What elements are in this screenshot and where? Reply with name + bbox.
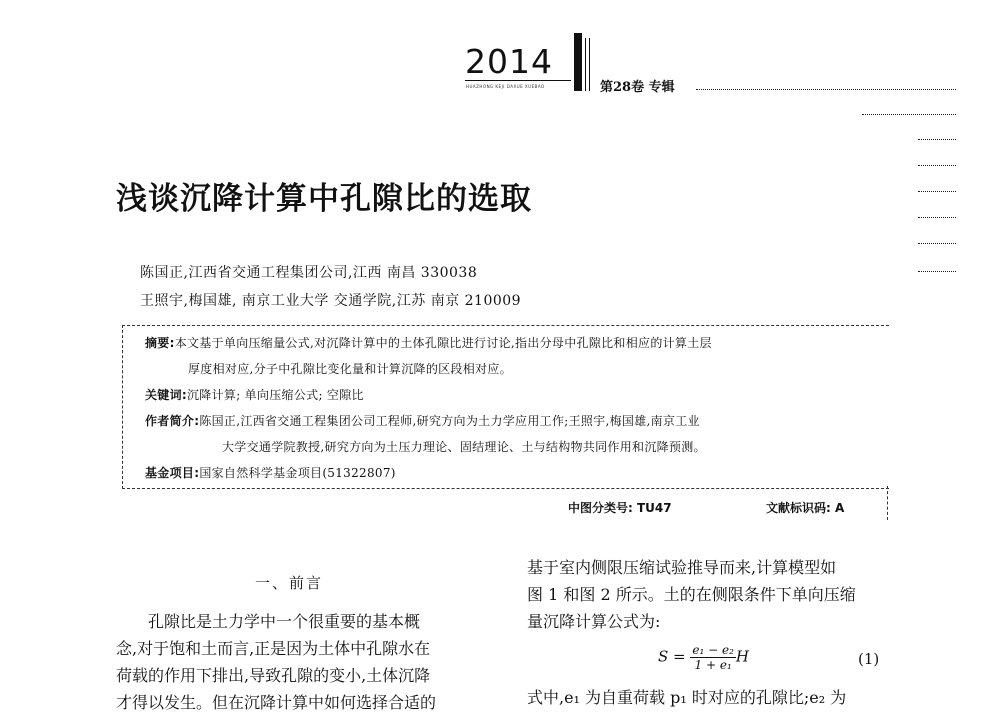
equation-denominator: 1 + e₁ [694,658,732,672]
abstract-line-1 [145,334,712,351]
decor-dotted-line [918,165,956,166]
bio-text-1: 陈国正,江西省交通工程集团公司工程师,研究方向为土力学应用工作;王照宇,梅国雄,南京工业 [199,414,700,428]
paper-title: 浅谈沉降计算中孔隙比的选取 [116,181,532,217]
author-line-2: 王照宇,梅国雄, 南京工业大学 交通学院,江苏 南京 210009 [140,293,522,309]
keywords-text: 沉降计算; 单向压缩公式; 空隙比 [187,388,364,402]
doc-code-label: 文献标识码: [766,501,831,515]
body-left-line-4: 才得以发生。但在沉降计算中如何选择合适的 [116,693,437,712]
decor-dotted-line [918,191,956,192]
fund-text: 国家自然科学基金项目(51322807) [199,466,396,480]
equation-fraction [690,643,736,672]
header-dotted-rule [696,89,956,90]
body-right-line-2: 图 1 和图 2 所示。土的在侧限条件下单向压缩 [527,585,856,604]
equation-lhs: S = [658,647,686,666]
doc-code-value: A [835,501,845,515]
header-thin-bar-2 [589,38,590,91]
decor-dotted-line [862,114,956,115]
bio-line-1 [145,412,700,429]
abstract-text-2: 厚度相对应,分子中孔隙比变化量和计算沉降的区段相对应。 [188,362,512,376]
body-right-after-equation: 式中,e₁ 为自重荷载 p₁ 时对应的孔隙比;e₂ 为 [527,688,847,707]
decor-dotted-line [918,243,956,244]
body-right-line-3: 量沉降计算公式为: [527,612,661,631]
abstract-text-1: 本文基于单向压缩量公式,对沉降计算中的土体孔隙比进行讨论,指出分母中孔隙比和相应的计算土层 [174,336,712,350]
keywords-line [145,386,364,403]
decor-dotted-line [918,217,956,218]
header-thin-bar [585,38,586,91]
clc-value: TU47 [637,501,672,515]
document-code [766,499,844,516]
fund-line [145,464,396,481]
body-left-line-1: 孔隙比是土力学中一个很重要的基本概 [148,612,421,631]
journal-name-pinyin: HUAZHONG KEJI DAXUE XUEBAO [466,84,545,89]
year-underline [465,80,571,81]
journal-year: 2014 [465,42,553,81]
decor-dotted-line [918,271,956,272]
equation-number: (1) [858,650,880,668]
section-heading: 一、前言 [255,574,324,592]
equation-rhs: H [735,647,750,666]
bio-text-2: 大学交通学院教授,研究方向为土压力理论、固结理论、土与结构物共同作用和沉降预测。 [222,440,706,454]
header-thick-bar [574,33,582,91]
equation-numerator: e₁ − e₂ [692,643,734,657]
body-right-line-1: 基于室内侧限压缩试验推导而来,计算模型如 [527,558,837,577]
author-line-1: 陈国正,江西省交通工程集团公司,江西 南昌 330038 [140,265,478,281]
abstract-label: 摘要: [145,336,175,350]
bio-label: 作者简介: [145,414,200,428]
clc-label: 中图分类号: [568,501,633,515]
decor-dotted-line [918,139,956,140]
clc-number [568,499,672,516]
body-left-line-2: 念,对于饱和土而言,正是因为土体中孔隙水在 [116,639,431,658]
journal-issue: 第28卷 专辑 [600,80,675,95]
settlement-equation [658,643,749,672]
body-left-line-3: 荷载的作用下排出,导致孔隙的变小,土体沉降 [116,666,431,685]
abstract-box-right-edge [887,486,888,520]
fund-label: 基金项目: [145,466,200,480]
keywords-label: 关键词: [145,388,187,402]
